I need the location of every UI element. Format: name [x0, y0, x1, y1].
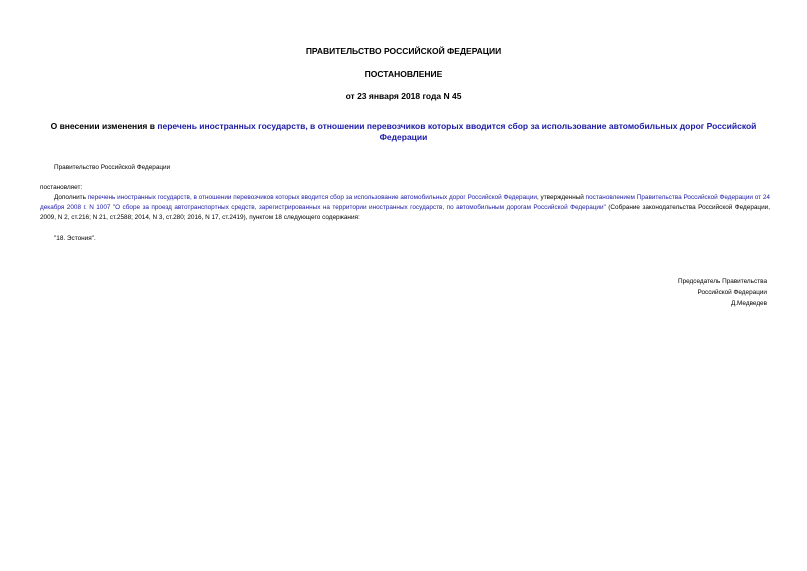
signature-position-line1: Председатель Правительства [678, 278, 767, 285]
decides-text: постановляет: [40, 184, 83, 191]
para-mid: , утвержденный [536, 194, 586, 201]
date-number-heading: от 23 января 2018 года N 45 [345, 91, 462, 101]
para-link-list[interactable]: перечень иностранных государств, в отношении перевозчиков которых вводится сбор за использование автомобильных дорог Российской Федерации [87, 194, 537, 201]
document-title [40, 121, 767, 143]
government-heading: ПРАВИТЕЛЬСТВО РОССИЙСКОЙ ФЕДЕРАЦИИ [305, 46, 502, 56]
signature-name: Д.Медведев [730, 300, 767, 307]
issuer-text: Правительство Российской Федерации [54, 164, 171, 171]
para-end: (Собрание законодательства Российской Федерации, 2009, N 2, ст.216; N 21, ст.2588; 2014, N 3, ст.280; 2016, N 17, ст.2419), пунктом 18 следующего содержания: [40, 204, 771, 221]
signature-position-line2: Российской Федерации [697, 289, 767, 296]
title-link[interactable]: перечень иностранных государств, в отношении перевозчиков которых вводится сбор за использование автомобильных дорог Российской Федерации [157, 121, 757, 142]
main-paragraph [40, 193, 770, 223]
para-link-resolution[interactable]: постановлением Правительства Российской Федерации от 24 декабря 2008 г. N 1007 "О сборе за проезд автотранспортных средств, зарегистрированных на территории иностранных государств, по автомобильным дорогам Российской Федерации" [40, 194, 770, 211]
title-prefix: О внесении изменения в [50, 121, 158, 131]
document-type-heading: ПОСТАНОВЛЕНИЕ [364, 69, 443, 79]
item-text: "18. Эстония". [54, 235, 96, 242]
para-start: Дополнить [54, 194, 88, 201]
